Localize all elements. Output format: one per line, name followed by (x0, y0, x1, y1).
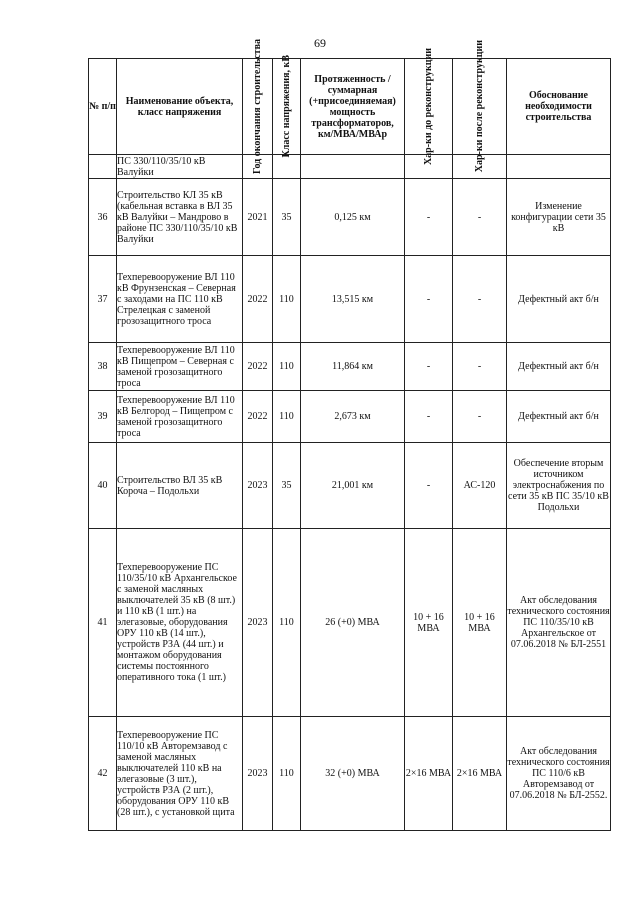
cell-justification: Изменение конфигурации сети 35 кВ (507, 179, 611, 256)
header-name: Наименование объекта, класс напряжения (117, 59, 243, 155)
cell-before: - (405, 343, 453, 391)
cell-year: 2022 (243, 256, 273, 343)
table-row (89, 443, 611, 529)
cell-after: 10 + 16 МВА (453, 529, 507, 717)
table-row-continuation (89, 155, 611, 179)
page-number: 69 (314, 36, 326, 50)
cell-voltage: 35 (273, 179, 301, 256)
cell-after: АС-120 (453, 443, 507, 529)
table-row (89, 717, 611, 831)
cell-num: 41 (89, 529, 117, 717)
cell-voltage: 110 (273, 391, 301, 443)
header-row (89, 59, 611, 155)
cell-num: 37 (89, 256, 117, 343)
cell-name: Строительство КЛ 35 кВ (кабельная вставка в ВЛ 35 кВ Валуйки – Мандрово в районе ПС 330/110/35/10 кВ Валуйки (117, 179, 243, 256)
cell-voltage: 35 (273, 443, 301, 529)
cell-after: - (453, 179, 507, 256)
table-row (89, 343, 611, 391)
cell-length: 2,673 км (301, 391, 405, 443)
cell-length: 13,515 км (301, 256, 405, 343)
cell-justification: Дефектный акт б/н (507, 343, 611, 391)
table-row (89, 391, 611, 443)
cell-length: 26 (+0) МВА (301, 529, 405, 717)
cell-before: - (405, 256, 453, 343)
cell-before: - (405, 443, 453, 529)
cell-length: 21,001 км (301, 443, 405, 529)
header-length: Протяженность / суммарная (+присоединяемая) мощность трансформаторов, км/МВА/МВАр (301, 59, 405, 155)
cell-length: 32 (+0) МВА (301, 717, 405, 831)
cell-name: Техперевооружение ВЛ 110 кВ Фрунзенская – Северная с заходами на ПС 110 кВ Стрелецкая с заменой грозозащитного троса (117, 256, 243, 343)
cell-length: 11,864 км (301, 343, 405, 391)
header-before: Хар-ки до реконструкции (405, 59, 453, 155)
cell-after: - (453, 391, 507, 443)
cell-year: 2021 (243, 179, 273, 256)
cell-before: - (405, 179, 453, 256)
cell-after: - (453, 343, 507, 391)
header-num: № п/п (89, 59, 117, 155)
header-year: Год окончания строительства (243, 59, 273, 155)
cell-voltage: 110 (273, 717, 301, 831)
cell-justification: Дефектный акт б/н (507, 391, 611, 443)
cell-num: 42 (89, 717, 117, 831)
cell-num: 36 (89, 179, 117, 256)
cell-voltage: 110 (273, 529, 301, 717)
table-row (89, 256, 611, 343)
cell-num: 40 (89, 443, 117, 529)
cell-before: 10 + 16 МВА (405, 529, 453, 717)
cell-before: - (405, 391, 453, 443)
cell-voltage: 110 (273, 343, 301, 391)
cell-name: Строительство ВЛ 35 кВ Короча – Подольхи (117, 443, 243, 529)
cell-year: 2022 (243, 343, 273, 391)
header-voltage: Класс напряжения, кВ (273, 59, 301, 155)
cell-year: 2023 (243, 529, 273, 717)
cell-after: - (453, 256, 507, 343)
table-row (89, 529, 611, 717)
cell-num: 38 (89, 343, 117, 391)
cell-justification: Акт обследования технического состояния ПС 110/6 кВ Авторемзавод от 07.06.2018 № БЛ-2552. (507, 717, 611, 831)
cell-justification: Акт обследования технического состояния ПС 110/35/10 кВ Архангельское от 07.06.2018 № БЛ-2551 (507, 529, 611, 717)
cell-length: 0,125 км (301, 179, 405, 256)
cell-year: 2022 (243, 391, 273, 443)
cell-before: 2×16 МВА (405, 717, 453, 831)
header-justification: Обоснование необходимости строительства (507, 59, 611, 155)
cell-name: Техперевооружение ВЛ 110 кВ Белгород – Пищепром с заменой грозозащитного троса (117, 391, 243, 443)
cell-name: ПС 330/110/35/10 кВ Валуйки (117, 155, 243, 179)
cell-year: 2023 (243, 443, 273, 529)
cell-name: Техперевооружение ПС 110/10 кВ Авторемзавод с заменой масляных выключателей 110 кВ на элегазовые (3 шт.), устройств РЗА (2 шт.), оборудования ОРУ 110 кВ (28 шт.), с установкой щита (117, 717, 243, 831)
cell-name: Техперевооружение ВЛ 110 кВ Пищепром – Северная с заменой грозозащитного троса (117, 343, 243, 391)
header-after: Хар-ки после реконструкции (453, 59, 507, 155)
cell-num: 39 (89, 391, 117, 443)
cell-justification: Дефектный акт б/н (507, 256, 611, 343)
cell-after: 2×16 МВА (453, 717, 507, 831)
cell-name: Техперевооружение ПС 110/35/10 кВ Архангельское с заменой масляных выключателей 35 кВ (8 шт.) и 110 кВ (1 шт.) на элегазовые, оборудования ОРУ 110 кВ (14 шт.), устройств РЗА (44 шт.) и монтажом оборудования системы постоянного оперативного тока (1 шт.) (117, 529, 243, 717)
cell-voltage: 110 (273, 256, 301, 343)
cell-justification: Обеспечение вторым источником электроснабжения по сети 35 кВ ПС 35/10 кВ Подольхи (507, 443, 611, 529)
table-row (89, 179, 611, 256)
cell-year: 2023 (243, 717, 273, 831)
